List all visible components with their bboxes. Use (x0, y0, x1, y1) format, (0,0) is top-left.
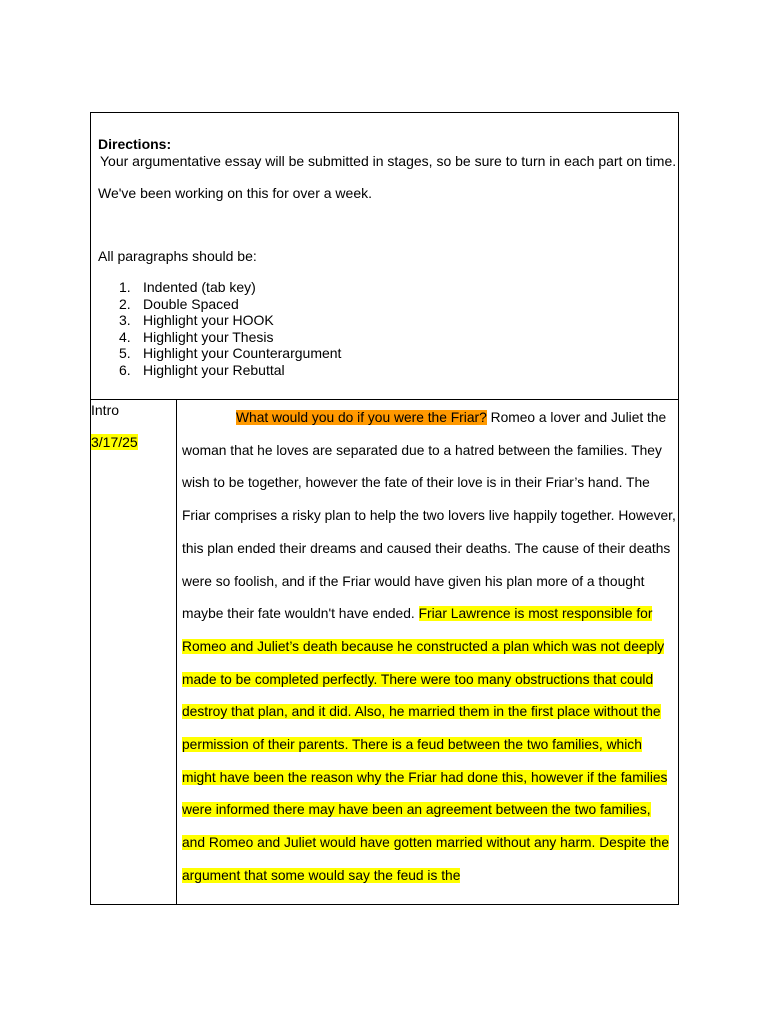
section-label-cell (91, 400, 177, 904)
requirements-intro: All paragraphs should be: (98, 248, 257, 264)
directions-note: We've been working on this for over a week. (98, 185, 372, 201)
thesis-highlight: Friar Lawrence is most responsible for Romeo and Juliet’s death because he constructed a plan which was not deeply made to be completed perfectly. There were too many obstructions that could destroy that plan, and it did. Also, he married them in the first place without the permission of their parents. There is a feud between the two families, which might have been the reason why the Friar had done this, however if the families were informed there may have been an agreement between the two families, and Romeo and Juliet would have gotten married without any harm. Despite the argument that some would say the feud is the (182, 606, 670, 883)
list-item: 3. Highlight your HOOK (119, 312, 274, 328)
essay-text-cell (182, 402, 677, 893)
hook-highlight: What would you do if you were the Friar? (236, 410, 487, 425)
list-item: 4. Highlight your Thesis (119, 328, 274, 345)
list-item: 5. Highlight your Counterargument (119, 345, 342, 361)
assignment-table (90, 112, 679, 905)
due-date: 3/17/25 (91, 434, 138, 450)
directions-instruction: Your argumentative essay will be submitted in stages, so be sure to turn in each part on time. (100, 153, 677, 169)
directions-title: Directions: (98, 136, 172, 152)
essay-body: Romeo a lover and Juliet the woman that he loves are separated due to a hatred between the families. They wish to be together, however the fate of their love is in their Friar’s hand. The Friar comprises a risky plan to help the two lovers live happily together. However, this plan ended their dreams and caused their deaths. The cause of their deaths were so foolish, and if the Friar would have given his plan more of a thought maybe their fate wouldn't have ended. (182, 410, 676, 622)
directions-cell (91, 113, 678, 400)
requirements-list (119, 279, 341, 378)
list-item: 2. Double Spaced (119, 295, 239, 312)
list-item: 6. Highlight your Rebuttal (119, 361, 285, 378)
intro-paragraph (182, 402, 677, 893)
list-item: 1. Indented (tab key) (119, 279, 256, 295)
section-label: Intro (91, 402, 120, 418)
